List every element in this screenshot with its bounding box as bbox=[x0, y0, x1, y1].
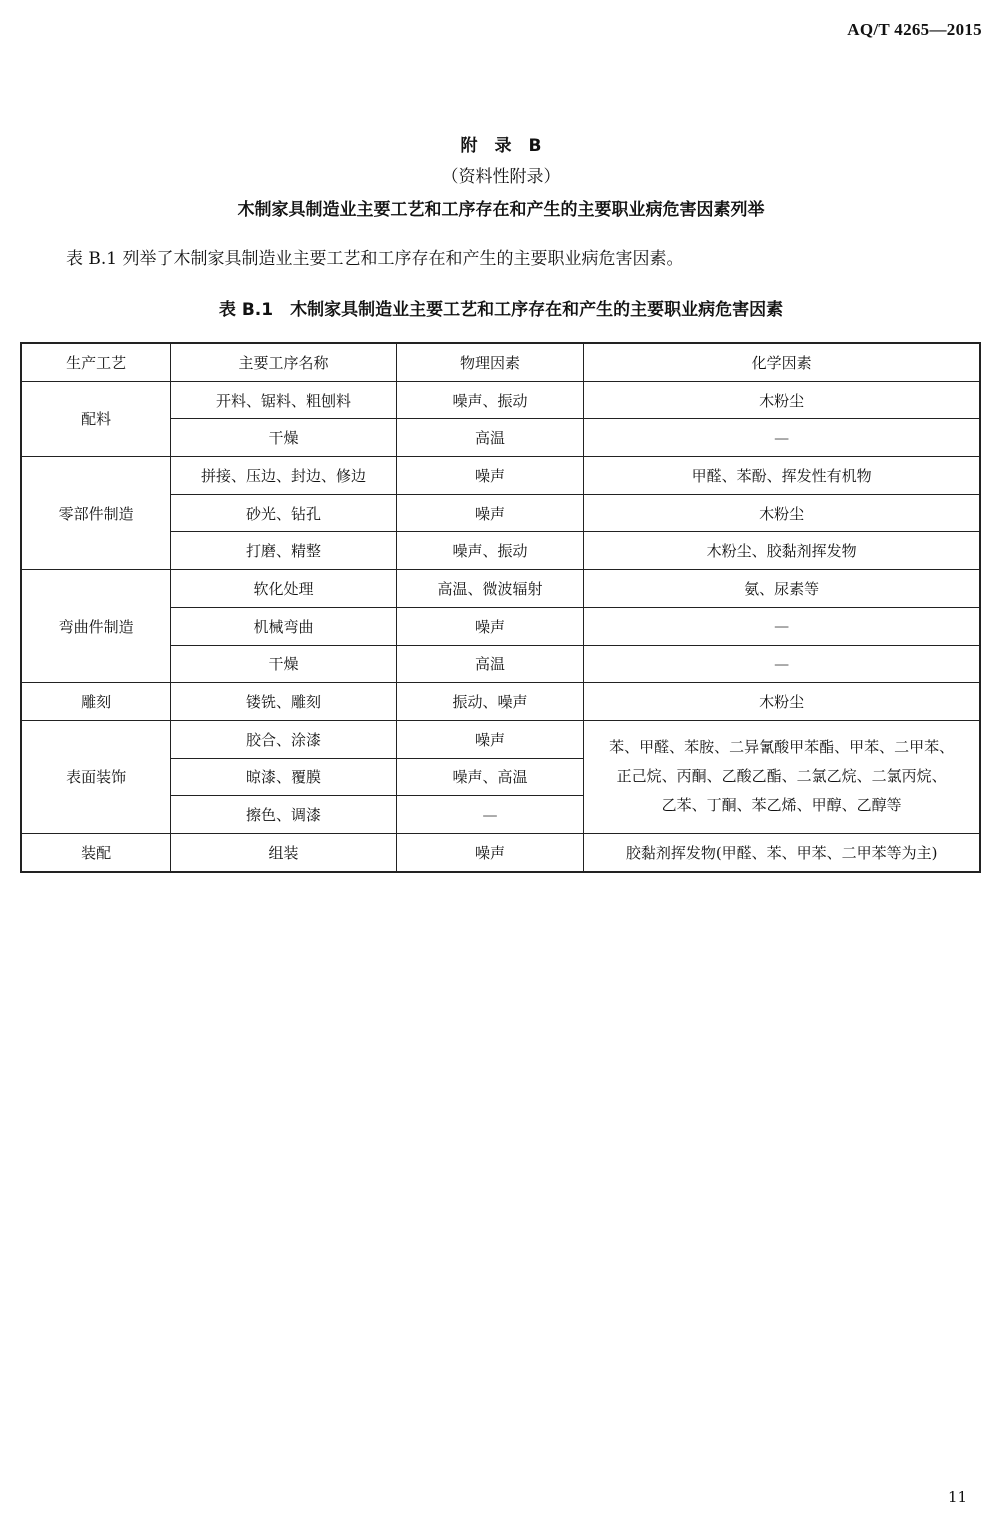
header-chemical: 化学因素 bbox=[584, 343, 980, 381]
chemical-line: 苯、甲醛、苯胺、二异氰酸甲苯酯、甲苯、二甲苯、 bbox=[609, 738, 955, 757]
chemical-cell: — bbox=[584, 419, 980, 457]
table-caption: 表 B.1 木制家具制造业主要工艺和工序存在和产生的主要职业病危害因素 bbox=[218, 300, 784, 320]
chemical-cell: 木粉尘、胶黏剂挥发物 bbox=[584, 532, 980, 570]
step-cell: 拼接、压边、封边、修边 bbox=[171, 457, 397, 495]
physical-cell: 噪声 bbox=[396, 720, 584, 758]
physical-cell: 高温 bbox=[396, 419, 584, 457]
header-physical: 物理因素 bbox=[396, 343, 584, 381]
chemical-cell: 木粉尘 bbox=[584, 494, 980, 532]
step-cell: 干燥 bbox=[171, 419, 397, 457]
chemical-cell: 木粉尘 bbox=[584, 381, 980, 419]
chemical-cell: — bbox=[584, 645, 980, 683]
page-number: 11 bbox=[948, 1488, 968, 1506]
header-step: 主要工序名称 bbox=[171, 343, 397, 381]
physical-cell: 噪声、高温 bbox=[396, 758, 584, 796]
physical-cell: 噪声、振动 bbox=[396, 381, 584, 419]
header-process: 生产工艺 bbox=[21, 343, 171, 381]
table-row bbox=[21, 833, 980, 871]
chemical-cell: 木粉尘 bbox=[584, 683, 980, 721]
step-cell: 干燥 bbox=[171, 645, 397, 683]
chemical-cell: 氨、尿素等 bbox=[584, 570, 980, 608]
step-cell: 机械弯曲 bbox=[171, 607, 397, 645]
table-row bbox=[21, 570, 980, 608]
chemical-line: 乙苯、丁酮、苯乙烯、甲醇、乙醇等 bbox=[661, 796, 902, 815]
table-row bbox=[21, 683, 980, 721]
chemical-cell: 胶黏剂挥发物(甲醛、苯、甲苯、二甲苯等为主) bbox=[584, 833, 980, 871]
appendix-type: （资料性附录） bbox=[441, 167, 561, 187]
step-cell: 打磨、精整 bbox=[171, 532, 397, 570]
process-cell: 弯曲件制造 bbox=[21, 570, 171, 683]
process-cell: 零部件制造 bbox=[21, 457, 171, 570]
physical-cell: 噪声 bbox=[396, 494, 584, 532]
process-cell: 表面装饰 bbox=[21, 720, 171, 833]
table-header-row bbox=[21, 343, 980, 381]
table-row bbox=[21, 457, 980, 495]
chemical-cell: 甲醛、苯酚、挥发性有机物 bbox=[584, 457, 980, 495]
hazard-table bbox=[20, 342, 981, 873]
physical-cell: 高温、微波辐射 bbox=[396, 570, 584, 608]
table-row bbox=[21, 720, 980, 758]
physical-cell: 噪声 bbox=[396, 833, 584, 871]
table-row bbox=[21, 381, 980, 419]
chemical-cell: — bbox=[584, 607, 980, 645]
standard-code: AQ/T 4265—2015 bbox=[847, 20, 982, 39]
step-cell: 晾漆、覆膜 bbox=[171, 758, 397, 796]
chemical-cell-merged bbox=[584, 720, 980, 833]
intro-paragraph: 表 B.1 列举了木制家具制造业主要工艺和工序存在和产生的主要职业病危害因素。 bbox=[66, 249, 684, 269]
process-cell: 装配 bbox=[21, 833, 171, 871]
step-cell: 开料、锯料、粗刨料 bbox=[171, 381, 397, 419]
step-cell: 擦色、调漆 bbox=[171, 796, 397, 834]
process-cell: 配料 bbox=[21, 381, 171, 456]
physical-cell: 噪声 bbox=[396, 607, 584, 645]
step-cell: 胶合、涂漆 bbox=[171, 720, 397, 758]
process-cell: 雕刻 bbox=[21, 683, 171, 721]
step-cell: 镂铣、雕刻 bbox=[171, 683, 397, 721]
physical-cell: 噪声 bbox=[396, 457, 584, 495]
appendix-title: 附 录 B bbox=[460, 136, 542, 156]
step-cell: 软化处理 bbox=[171, 570, 397, 608]
physical-cell: 噪声、振动 bbox=[396, 532, 584, 570]
chemical-line: 正己烷、丙酮、乙酸乙酯、二氯乙烷、二氯丙烷、 bbox=[616, 767, 947, 786]
physical-cell: 振动、噪声 bbox=[396, 683, 584, 721]
step-cell: 砂光、钻孔 bbox=[171, 494, 397, 532]
physical-cell: 高温 bbox=[396, 645, 584, 683]
step-cell: 组装 bbox=[171, 833, 397, 871]
appendix-subject: 木制家具制造业主要工艺和工序存在和产生的主要职业病危害因素列举 bbox=[237, 200, 765, 220]
physical-cell: — bbox=[396, 796, 584, 834]
